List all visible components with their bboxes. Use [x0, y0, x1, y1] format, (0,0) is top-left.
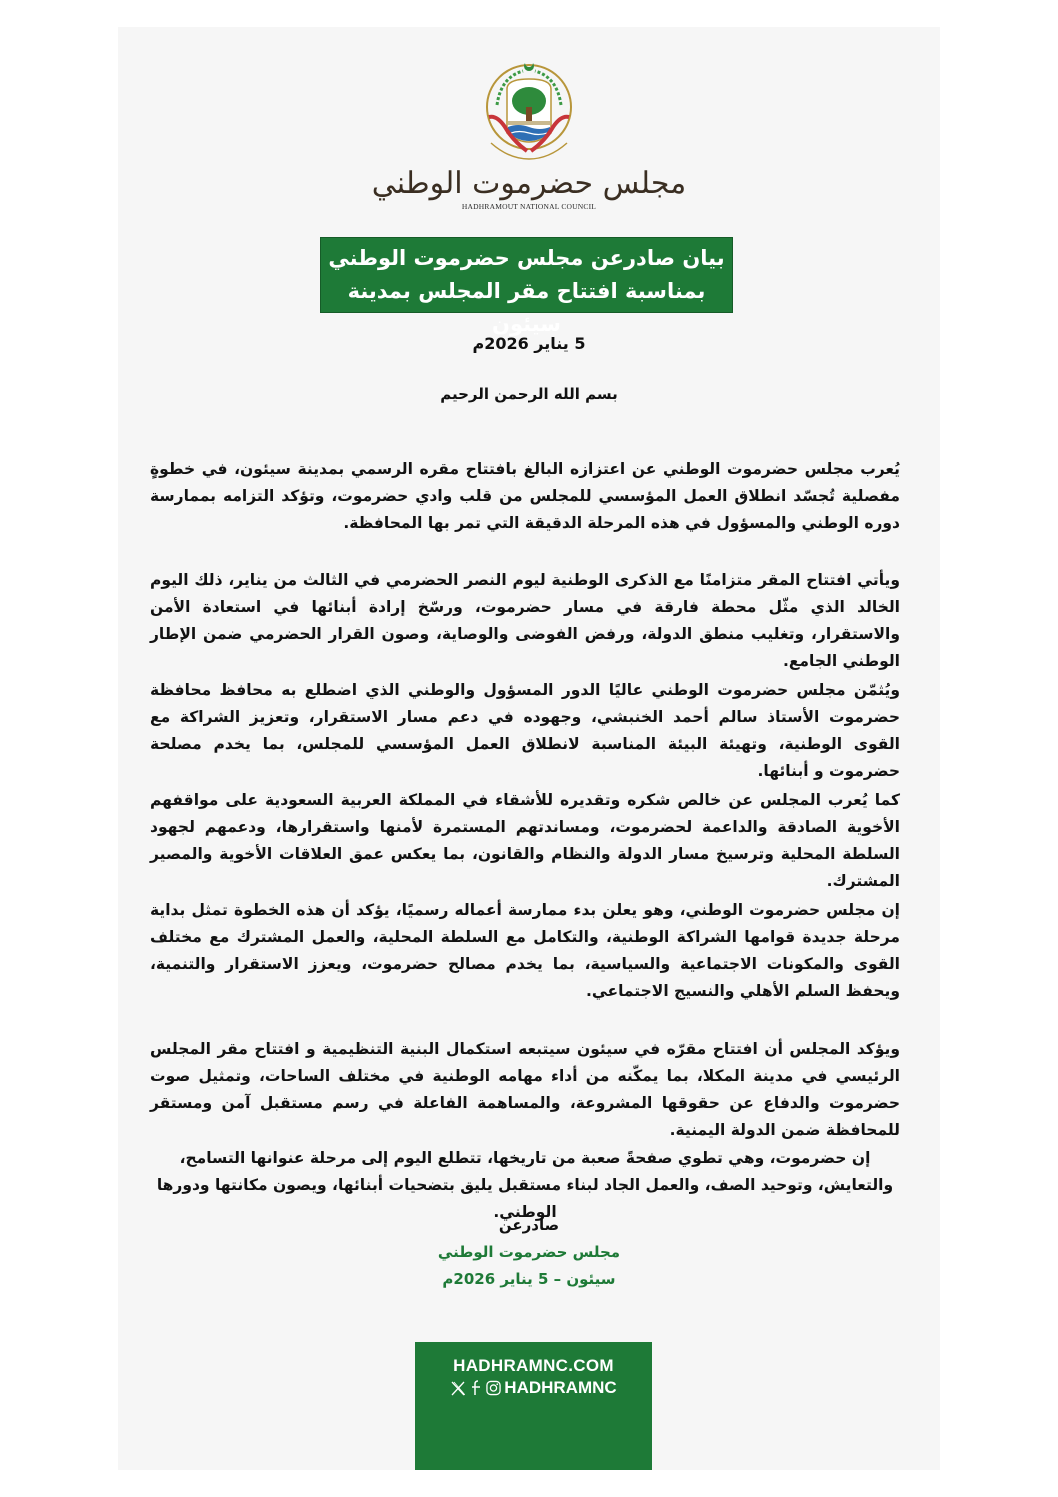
title-line-1: بيان صادرعن مجلس حضرموت الوطني: [328, 246, 725, 270]
signature-organization: مجلس حضرموت الوطني: [437, 1243, 621, 1261]
facebook-icon[interactable]: [468, 1380, 483, 1397]
signature-place-date: سيئون – 5 يناير 2026م: [442, 1270, 616, 1288]
social-row: [415, 1378, 652, 1398]
logo-english-name: HADHRAMOUT NATIONAL COUNCIL: [461, 202, 597, 211]
logo-calligraphy: مجلس حضرموت الوطني: [371, 166, 687, 201]
statement-date: 5 يناير 2026م: [472, 334, 586, 353]
council-logo: [0, 55, 1058, 211]
social-handle[interactable]: HADHRAMNC: [504, 1378, 617, 1397]
footer-contact-box: [415, 1342, 652, 1470]
paragraph: إن حضرموت، وهي تطوي صفحةً صعبة من تاريخها، تتطلع اليوم إلى مرحلة عنوانها التسامح، والتعايش، وتوحيد الصف، والعمل الجاد لبناء مستقبل يليق بتضحيات أبنائها، ويصون مكانتها ودورها الوطني.: [156, 1148, 894, 1221]
statement-title: [320, 237, 733, 336]
basmala: بسم الله الرحمن الرحيم: [440, 385, 618, 403]
paragraph: ويُثمّن مجلس حضرموت الوطني عاليًا الدور المسؤول والوطني الذي اضطلع به محافظ محافظة حضرموت الأستاذ سالم أحمد الخنبشي، وجهوده في دعم مسار الاستقرار، وتعزيز الشراكة مع القوى الوطنية، وتهيئة البيئة المناسبة لانطلاق العمل المؤسسي للمجلس، بما يخدم مصلحة حضرموت و أبنائها.: [150, 680, 900, 780]
instagram-icon[interactable]: [486, 1380, 501, 1397]
issued-by-label: صادرعن: [498, 1216, 560, 1234]
emblem-icon: [483, 55, 575, 163]
x-icon[interactable]: [450, 1380, 465, 1397]
paragraph: ويؤكد المجلس أن افتتاح مقرّه في سيئون سيتبعه استكمال البنية التنظيمية و افتتاح مقر المجلس الرئيسي في مدينة المكلا، بما يمكّنه من أداء مهامه الوطنية في مختلف الساحات، وتمثيل صوت حضرموت والدفاع عن حقوقها المشروعة، والمساهمة الفاعلة في رسم مستقبل آمن ومستقر للمحافظة ضمن الدولة اليمنية.: [150, 1039, 900, 1139]
signature-block: [0, 1212, 1058, 1293]
website-link[interactable]: HADHRAMNC.COM: [453, 1356, 614, 1375]
paragraph: ويأتي افتتاح المقر متزامنًا مع الذكرى الوطنية ليوم النصر الحضرمي في الثالث من يناير، ذلك اليوم الخالد الذي مثّل محطة فارقة في مسار حضرموت، ورسّخ إرادة أبنائها في استعادة الأمن والاستقرار، وتغليب منطق الدولة، ورفض الفوضى والوصاية، وصون القرار الحضرمي ضمن الإطار الوطني الجامع.: [150, 570, 900, 670]
paragraph: كما يُعرب المجلس عن خالص شكره وتقديره للأشقاء في المملكة العربية السعودية على مواقفهم الأخوية الصادقة والداعمة لحضرموت، ومساندتهم المستمرة لأمنها واستقرارها، ودعمهم لجهود السلطة المحلية وترسيخ مسار الدولة والنظام والقانون، بما يعكس عمق العلاقات الأخوية والمصير المشترك.: [150, 790, 900, 890]
paragraph: إن مجلس حضرموت الوطني، وهو يعلن بدء ممارسة أعماله رسميًا، يؤكد أن هذه الخطوة تمثل بداية مرحلة جديدة قوامها الشراكة الوطنية، والتكامل مع السلطة المحلية، والعمل المشترك مع مختلف القوى والمكونات الاجتماعية والسياسية، بما يخدم مصالح حضرموت، ويعزز الاستقرار والتنمية، ويحفظ السلم الأهلي والنسيج الاجتماعي.: [150, 900, 900, 1000]
title-line-2: بمناسبة افتتاح مقر المجلس بمدينة سيئون: [347, 279, 706, 336]
paragraph: يُعرب مجلس حضرموت الوطني عن اعتزازه البالغ بافتتاح مقره الرسمي بمدينة سيئون، في خطوةٍ مفصلية تُجسّد انطلاق العمل المؤسسي للمجلس من قلب وادي حضرموت، وتؤكد التزامه بممارسة دوره الوطني والمسؤول في هذه المرحلة الدقيقة التي تمر بها المحافظة.: [150, 459, 900, 532]
